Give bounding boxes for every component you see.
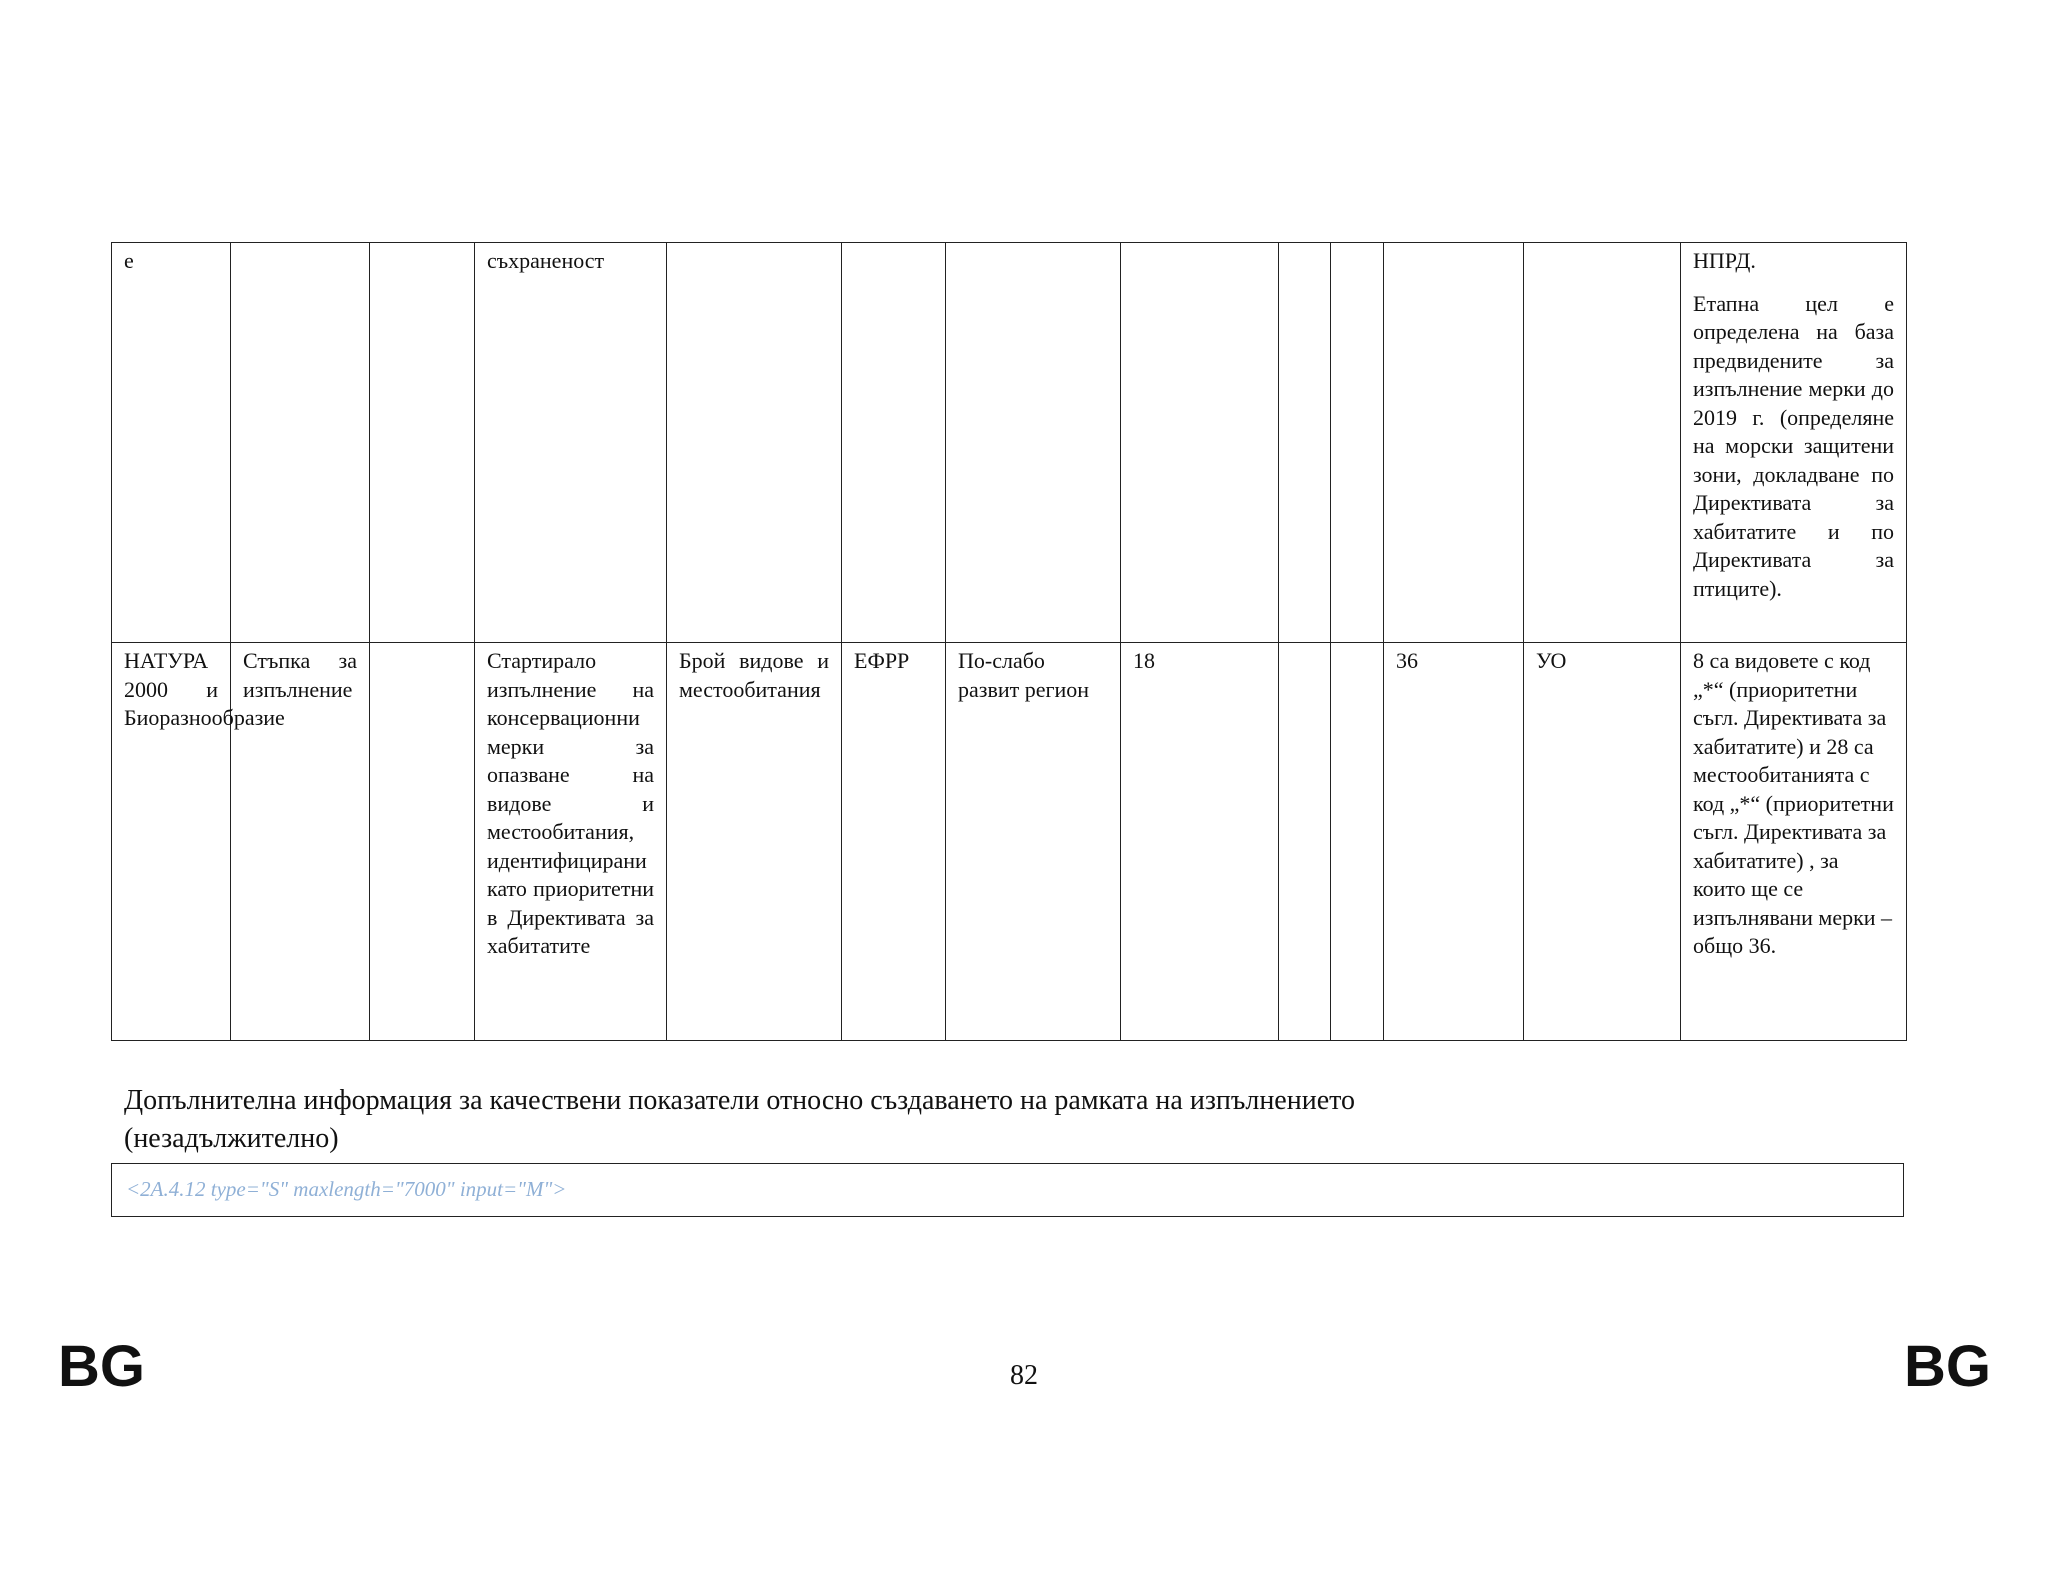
table-cell-unit: Брой видове и местообитания (667, 643, 842, 1041)
table-cell (1121, 243, 1279, 643)
comment-paragraph: НПРД. (1693, 248, 1756, 273)
heading-line: (незадължително) (124, 1123, 339, 1154)
table-cell-indicator: Стартирало изпълнение на консервационни мерки за опазване на видове и местообитания, идентифицирани като приоритетни в Директивата за хабитатите (475, 643, 667, 1041)
table-cell-fund: ЕФРР (842, 643, 946, 1041)
language-label-right: BG (1904, 1334, 1991, 1399)
table-cell-comment (1681, 243, 1907, 643)
comment-paragraph: Етапна цел е определена на база предвидените за изпълнение мерки до 2019 г. (определяне на морски защитени зони, докладване по Директивата за хабитатите и по Директивата за птиците). (1693, 290, 1894, 601)
table-cell (842, 243, 946, 643)
heading-line: Допълнителна информация за качествени показатели относно създаването на рамката на изпълнението (124, 1085, 1355, 1116)
table-cell-source: УО (1524, 643, 1681, 1041)
table-cell (1279, 643, 1331, 1041)
table-cell-priority-axis: НАТУРА 2000 и Биоразнообразие (112, 643, 231, 1041)
language-label-left: BG (58, 1334, 145, 1399)
table-cell (1331, 243, 1384, 643)
table-cell-region-category: По-слабо развит регион (946, 643, 1121, 1041)
table-cell (231, 243, 370, 643)
performance-framework-table (111, 242, 1907, 1041)
table-cell (667, 243, 842, 643)
table-cell (370, 643, 475, 1041)
table-cell (1279, 243, 1331, 643)
table-cell (1384, 243, 1524, 643)
table-cell-target: 36 (1384, 643, 1524, 1041)
table-cell (946, 243, 1121, 643)
table-cell (1331, 643, 1384, 1041)
table-cell-comment: 8 са видовете с код „*“ (приоритетни съгл. Директивата за хабитатите) и 28 са местообитанията с код „*“ (приоритетни съгл. Директивата за хабитатите) , за които ще се изпълнявани мерки – общо 36. (1681, 643, 1907, 1041)
page-number: 82 (1010, 1360, 1038, 1391)
table-cell-milestone: 18 (1121, 643, 1279, 1041)
additional-info-heading (124, 1082, 1724, 1158)
table-cell (370, 243, 475, 643)
table-row (112, 243, 1907, 643)
additional-info-input-box (111, 1163, 1904, 1217)
table-cell-indicator-type: Стъпка за изпълнение (231, 643, 370, 1041)
table-cell (1524, 243, 1681, 643)
table-cell: съхраненост (475, 243, 667, 643)
table-cell: е (112, 243, 231, 643)
field-tag-text: <2A.4.12 type="S" maxlength="7000" input="M"> (126, 1177, 567, 1201)
table-row (112, 643, 1907, 1041)
